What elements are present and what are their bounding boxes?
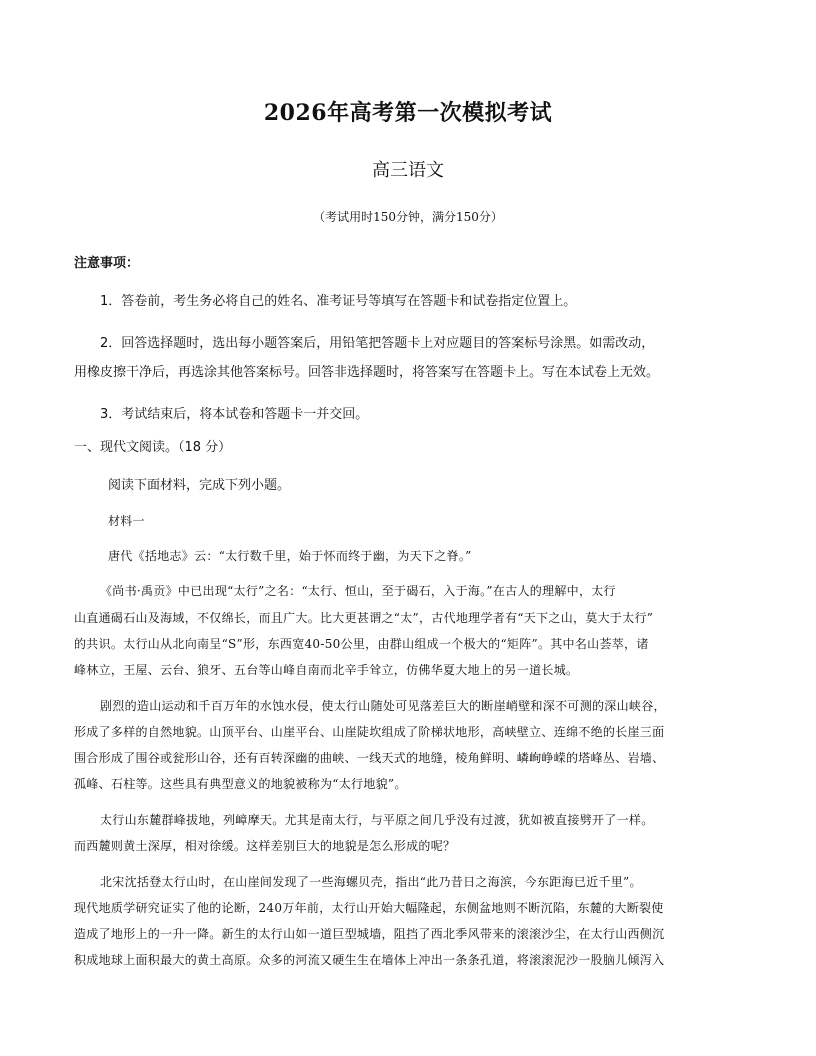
passage-p4-line-2: 而西麓则黄土深厚，相对徐缓。这样差别巨大的地貌是怎么形成的呢？	[74, 839, 456, 853]
passage-p2-line-2: 山直通碣石山及海域，不仅绵长，而且广大。比大更甚谓之“太”，古代地理学者有“天下之山，莫大于太行”	[74, 611, 654, 625]
passage-p2-line-1: 《尚书·禹贡》中已出现“太行”之名：“太行、恒山，至于碣石，入于海。”在古人的理解中，太行	[100, 584, 616, 598]
exam-duration-note: （考试用时150分钟，满分150分）	[313, 210, 503, 224]
notice-item-2-line-1: 2．回答选择题时，选出每小题答案后，用铅笔把答题卡上对应题目的答案标号涂黑。如需改动，	[100, 336, 655, 351]
exam-title: 2026年高考第一次模拟考试	[263, 100, 553, 126]
passage-p5-line-4: 积成地球上面积最大的黄土高原。众多的河流又硬生生在墙体上冲出一条条孔道，将滚滚泥沙一股脑儿倾泻入	[74, 953, 665, 967]
passage-p2-line-4: 峰林立，王屋、云台、狼牙、五台等山峰自南而北辛手耸立，仿佛华夏大地上的另一道长城。	[74, 663, 579, 677]
passage-p3-line-1: 剧烈的造山运动和千百万年的水蚀水侵，使太行山随处可见落差巨大的断崖峭壁和深不可测的深山峡谷，	[100, 699, 666, 713]
material-label: 材料一	[108, 514, 145, 528]
notice-item-3: 3．考试结束后，将本试卷和答题卡一并交回。	[100, 407, 369, 422]
subject-title: 高三语文	[372, 160, 444, 181]
notice-item-1: 1．答卷前，考生务必将自己的姓名、准考证号等填写在答题卡和试卷指定位置上。	[100, 294, 577, 309]
passage-p5-line-1: 北宋沈括登太行山时，在山崖间发现了一些海螺贝壳，指出“此乃昔日之海滨，今东距海已近千里”。	[100, 875, 642, 889]
passage-p3-line-2: 形成了多样的自然地貌。山顶平台、山崖平台、山崖陡坎组成了阶梯状地形，高峡壁立、连绵不绝的长崖三面	[74, 725, 665, 739]
passage-p3-line-3: 围合形成了围谷或瓮形山谷，还有百转深幽的曲峡、一线天式的地缝，棱角鲜明、嶙峋峥嵘的塔峰丛、岩墙、	[74, 751, 665, 765]
passage-p2-line-3: 的共识。太行山从北向南呈“S”形，东西宽40-50公里，由群山组成一个极大的“矩阵”。其中名山荟萃，诸	[74, 637, 649, 651]
passage-p3-line-4: 孤峰、石柱等。这些具有典型意义的地貌被称为“太行地貌”。	[74, 777, 407, 791]
passage-p5-line-2: 现代地质学研究证实了他的论断，240万年前，太行山开始大幅隆起，东侧盆地则不断沉陷，东麓的大断裂使	[74, 901, 664, 915]
passage-p1: 唐代《括地志》云：“太行数千里，始于怀而终于幽，为天下之脊。”	[108, 549, 472, 563]
notice-item-2-line-2: 用橡皮擦干净后，再选涂其他答案标号。回答非选择题时，将答案写在答题卡上。写在本试卷上无效。	[74, 365, 660, 380]
passage-p4-line-1: 太行山东麓群峰拔地，列嶂摩天。尤其是南太行，与平原之间几乎没有过渡，犹如被直接劈开了一样。	[100, 813, 654, 827]
passage-p5-line-3: 造成了地形上的一升一降。新生的太行山如一道巨型城墙，阻挡了西北季风带来的滚滚沙尘，在太行山西侧沉	[74, 927, 665, 941]
section-heading: 一、现代文阅读。（18 分）	[74, 440, 232, 455]
section-instruction: 阅读下面材料，完成下列小题。	[108, 478, 291, 493]
notice-heading: 注意事项：	[74, 256, 140, 271]
